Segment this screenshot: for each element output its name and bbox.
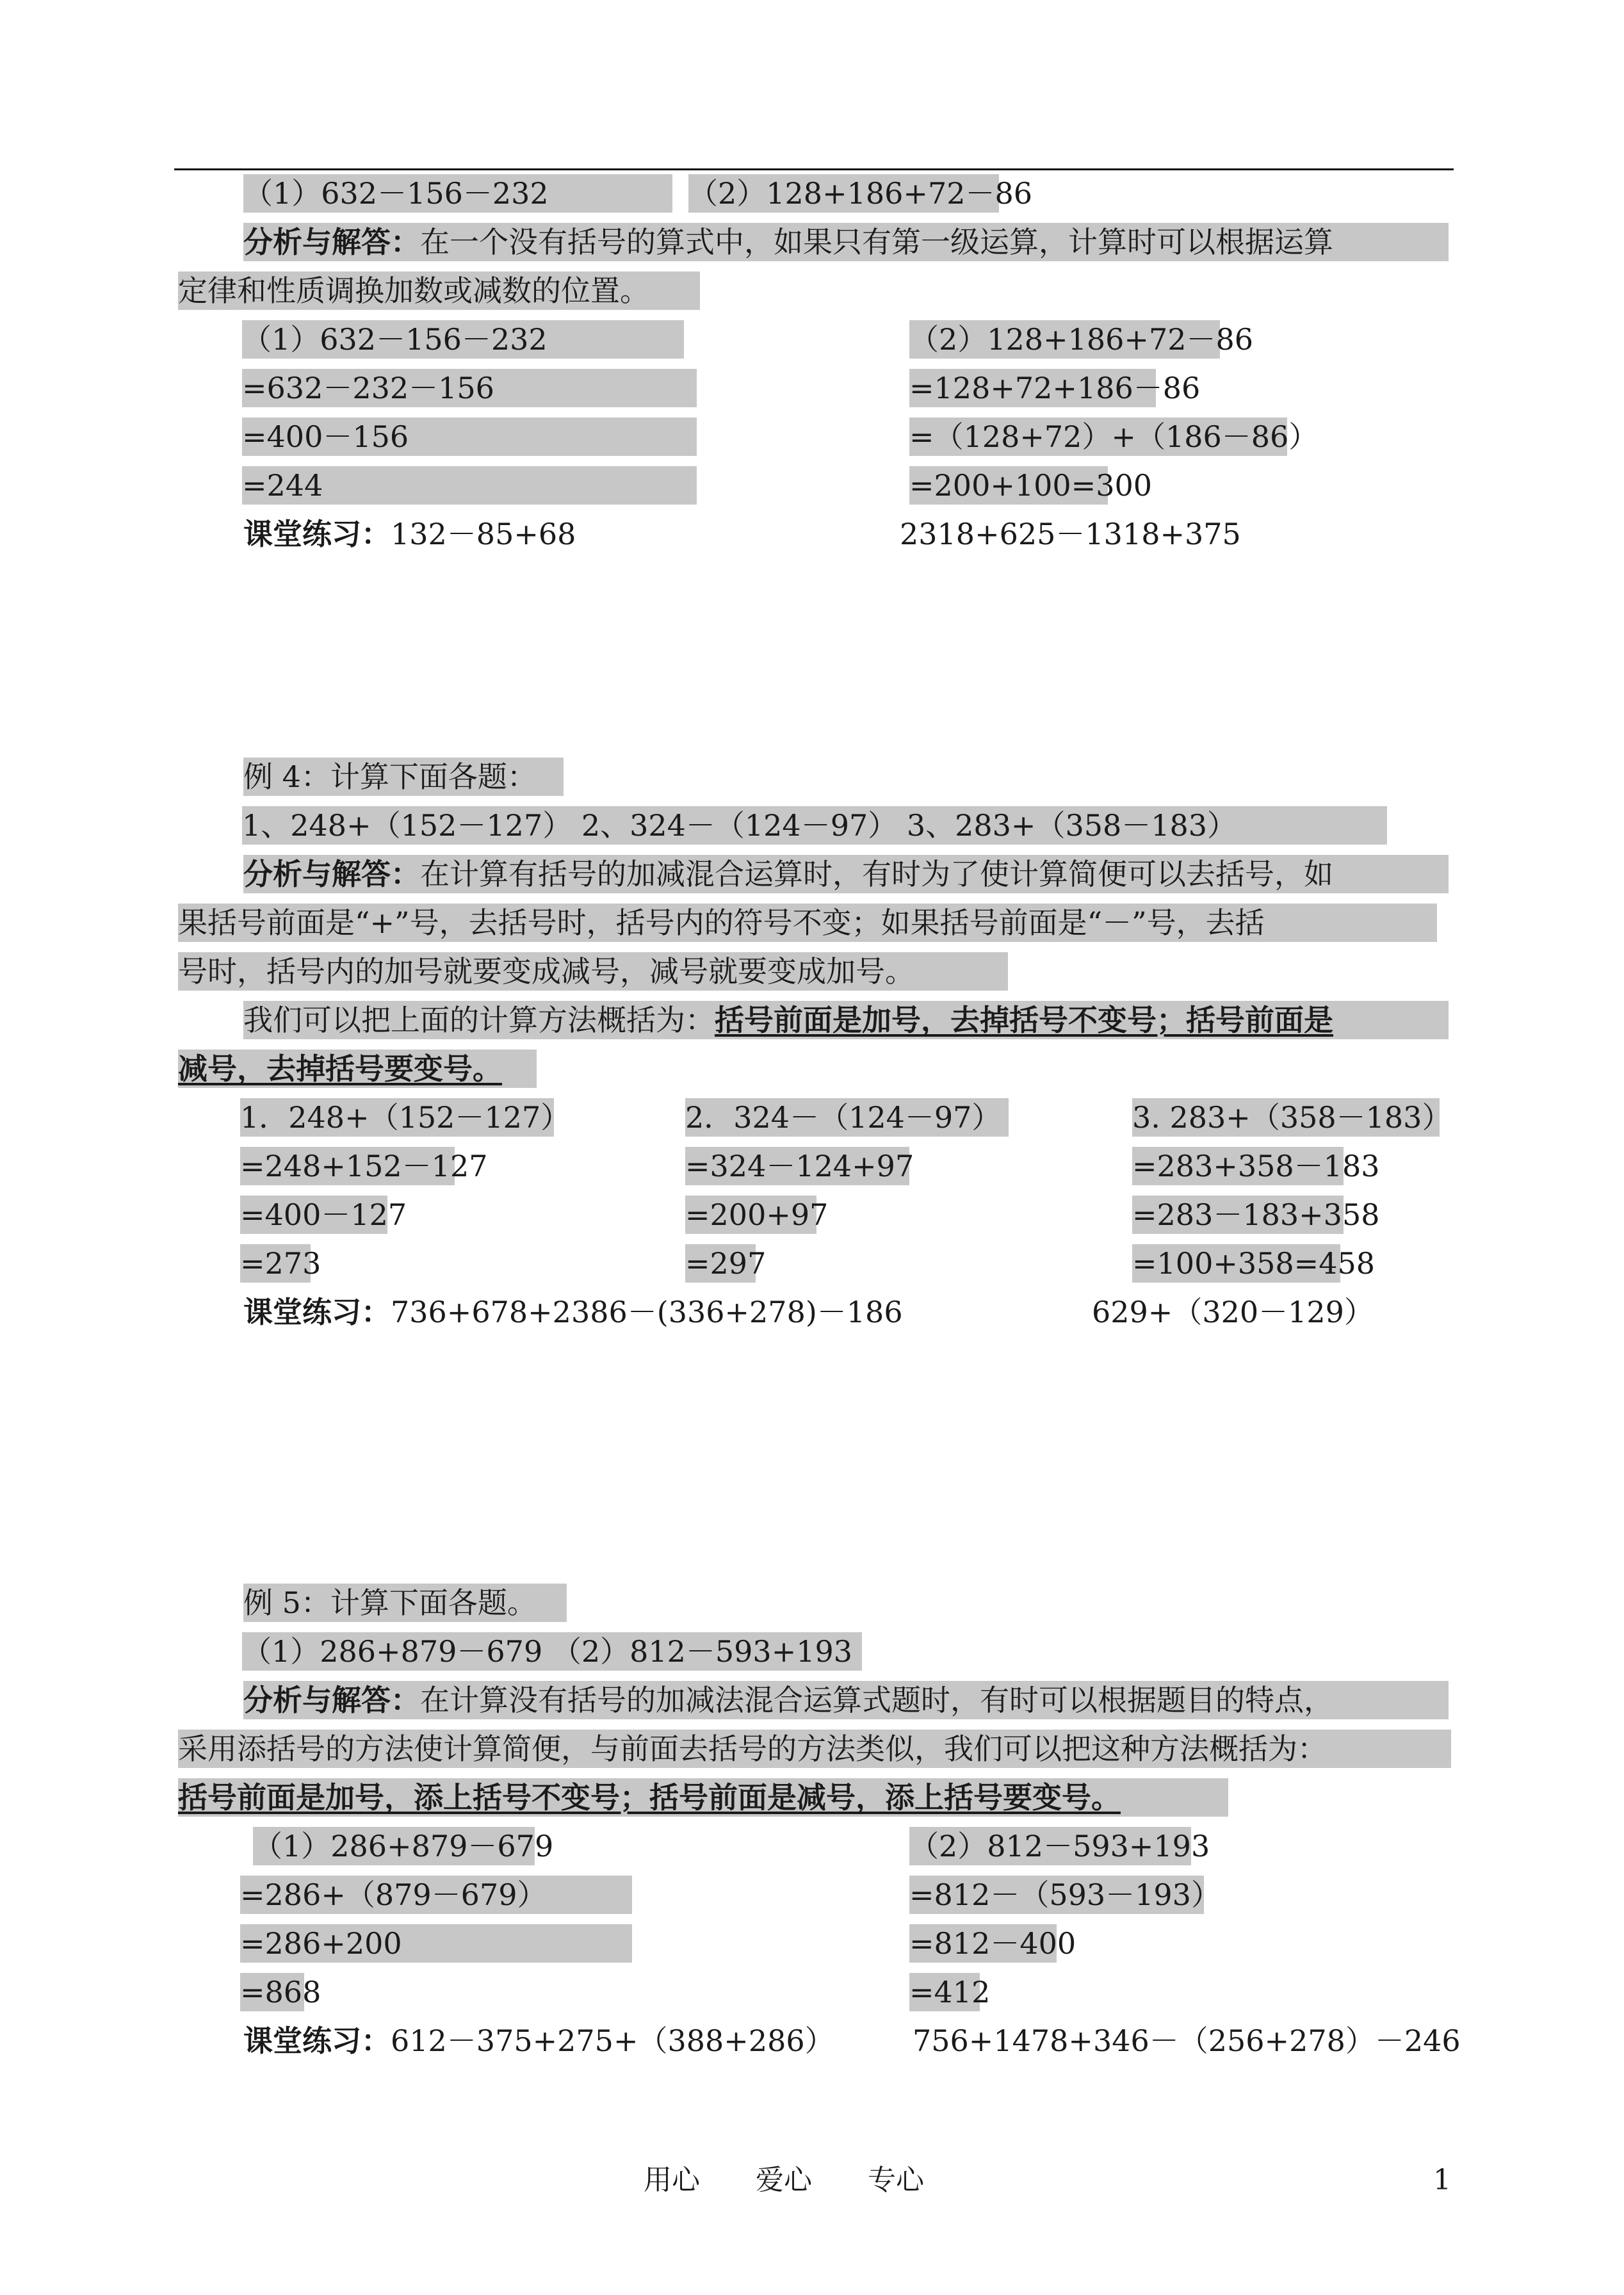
- ex5-sol1-line-4: =868: [240, 1973, 304, 2011]
- ex3-sol2-line-3: =（128+72）+（186－86）: [909, 418, 1287, 456]
- ex3-sol1-line-1: （1）632－156－232: [242, 320, 684, 359]
- header-rule: [174, 168, 1454, 170]
- ex4-sol3-line-4: =100+358=458: [1132, 1244, 1340, 1283]
- rule-highlight: 括号前面是加号，去掉括号不变号；括号前面是: [715, 1003, 1333, 1037]
- ex5-sol2-line-1: （2）812－593+193: [909, 1827, 1191, 1865]
- ex3-sol1-line-4: =244: [242, 466, 697, 505]
- ex5-sol1-line-1: （1）286+879－679: [253, 1827, 535, 1865]
- ex5-title: 例 5：计算下面各题。: [243, 1584, 567, 1622]
- footer-motto-2: 爱心: [756, 2164, 812, 2196]
- ex3-practice-2: 2318+625－1318+375: [900, 517, 1241, 551]
- ex3-problem-2: （2）128+186+72－86: [688, 174, 999, 213]
- ex4-sol2-line-2: =324－124+97: [685, 1147, 909, 1185]
- ex4-analysis-line-3: 号时，括号内的加号就要变成减号，减号就要变成加号。: [178, 952, 1008, 991]
- ex4-title: 例 4：计算下面各题：: [243, 758, 564, 796]
- ex5-practice-2: 756+1478+346－（256+278）－246: [913, 2023, 1461, 2058]
- ex4-analysis-line-2: 果括号前面是“+”号，去括号时，括号内的符号不变；如果括号前面是“－”号，去括: [178, 904, 1437, 942]
- ex4-sol1-line-2: =248+152－127: [240, 1147, 455, 1185]
- ex5-sol2-line-3: =812－400: [909, 1924, 1057, 1963]
- ex4-sol2-line-3: =200+97: [685, 1196, 816, 1234]
- ex4-sol3-line-1: 3. 283+（358－183）: [1132, 1098, 1440, 1137]
- ex3-problem-1: （1）632－156－232: [243, 174, 672, 213]
- ex5-sol2-line-2: =812－（593－193）: [909, 1876, 1204, 1914]
- page-number: 1: [1433, 2164, 1451, 2196]
- rule-highlight: 括号前面是加号，添上括号不变号；括号前面是减号，添上括号要变号。: [178, 1780, 1121, 1815]
- ex4-sol2-line-1: 2．324－（124－97）: [685, 1098, 1009, 1137]
- ex4-problems: 1、248+（152－127） 2、324－（124－97） 3、283+（358－183）: [242, 806, 1387, 845]
- ex5-analysis-line-3: [178, 1778, 1228, 1817]
- ex4-summary-line-1: 我们可以把上面的计算方法概括为：括号前面是加号，去掉括号不变号；括号前面是: [243, 1001, 1449, 1039]
- ex3-analysis-line-1: 分析与解答：在一个没有括号的算式中，如果只有第一级运算，计算时可以根据运算: [243, 223, 1449, 261]
- ex5-sol1-line-2: =286+（879－679）: [240, 1876, 632, 1914]
- ex4-sol1-line-3: =400－127: [240, 1196, 387, 1234]
- ex4-sol1-line-4: =273: [240, 1244, 311, 1283]
- ex3-sol2-line-2: =128+72+186－86: [909, 369, 1156, 407]
- ex4-sol1-line-1: 1．248+（152－127）: [240, 1098, 554, 1137]
- ex5-practice-1: 课堂练习：612－375+275+（388+286）: [243, 2023, 834, 2058]
- ex5-sol2-line-4: =412: [909, 1973, 980, 2011]
- ex4-sol3-line-2: =283+358－183: [1132, 1147, 1344, 1185]
- footer-motto-3: 专心: [868, 2164, 924, 2196]
- ex5-sol1-line-3: =286+200: [240, 1924, 632, 1963]
- ex4-practice-1: 课堂练习：736+678+2386－(336+278)－186: [243, 1295, 903, 1329]
- ex3-sol2-line-4: =200+100=300: [909, 466, 1108, 505]
- ex3-practice-1: 课堂练习：132－85+68: [243, 517, 576, 551]
- ex3-sol2-line-1: （2）128+186+72－86: [909, 320, 1220, 359]
- ex4-summary-line-2: 减号，去掉括号要变号。: [178, 1050, 537, 1088]
- analysis-label: 分析与解答：: [243, 225, 420, 259]
- ex4-practice-2: 629+（320－129）: [1092, 1295, 1374, 1329]
- ex3-analysis-line-2: 定律和性质调换加数或减数的位置。: [178, 272, 700, 310]
- ex5-analysis-line-1: 分析与解答：在计算没有括号的加减法混合运算式题时，有时可以根据题目的特点，: [243, 1681, 1449, 1719]
- ex4-sol3-line-3: =283－183+358: [1132, 1196, 1344, 1234]
- ex4-analysis-line-1: 分析与解答：在计算有括号的加减混合运算时，有时为了使计算简便可以去括号，如: [243, 855, 1449, 893]
- ex3-sol1-line-2: =632－232－156: [242, 369, 697, 407]
- ex4-sol2-line-4: =297: [685, 1244, 756, 1283]
- ex5-problems: （1）286+879－679 （2）812－593+193: [242, 1632, 862, 1671]
- ex3-sol1-line-3: =400－156: [242, 418, 697, 456]
- ex5-analysis-line-2: 采用添括号的方法使计算简便，与前面去括号的方法类似，我们可以把这种方法概括为：: [178, 1730, 1451, 1768]
- footer-motto-1: 用心: [644, 2164, 700, 2196]
